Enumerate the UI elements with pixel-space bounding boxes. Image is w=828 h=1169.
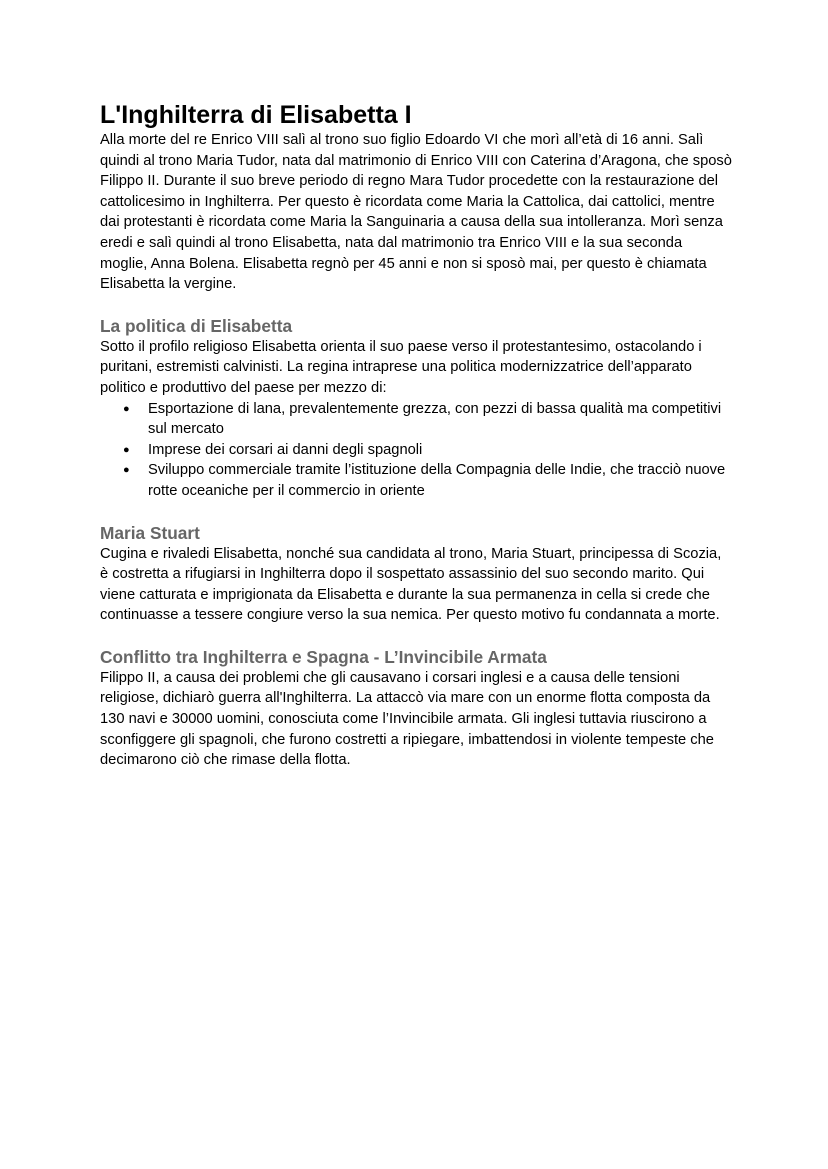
list-item [123,399,732,440]
section-heading-conflitto: Conflitto tra Inghilterra e Spagna - L’Invincibile Armata [100,646,547,667]
section-heading-politica: La politica di Elisabetta [100,315,293,336]
list-item-text: Sviluppo commerciale tramite l’istituzione della Compagnia delle Indie, che tracciò nuove rotte oceaniche per il commercio in oriente [148,462,726,499]
list-item [123,440,732,461]
bullet-icon: ● [123,443,130,456]
list-item-text: Imprese dei corsari ai danni degli spagnoli [148,441,423,458]
list-item-text: Esportazione di lana, prevalentemente grezza, con pezzi di bassa qualità ma competitivi sul mercato [148,400,722,438]
section-paragraph-maria-stuart: Cugina e rivaledi Elisabetta, nonché sua candidata al trono, Maria Stuart, principessa di Scozia, è costretta a rifugiarsi in Inghilterra dopo il sospettato assassinio del suo secondo marito. Qui viene catturata e imprigionata da Elisabetta e durante la sua permanenza in cella si crede che continuasse a tessere congiure verso la sua nemica. Per questo motivo fu condannata a morte. [100,545,722,624]
list-item [123,460,732,501]
bullet-icon: ● [123,402,130,415]
section-heading-maria-stuart: Maria Stuart [100,522,200,543]
document-title: L'Inghilterra di Elisabetta I [100,101,412,129]
intro-paragraph: Alla morte del re Enrico VIII salì al trono suo figlio Edoardo VI che morì all’età di 16 anni. Salì quindi al trono Maria Tudor, nata dal matrimonio di Enrico VIII con Caterina d’Aragona, che sposò Filippo II. Durante il suo breve periodo di regno Mara Tudor procedette con la restaurazione del cattolicesimo in Inghilterra. Per questo è ricordata come Maria la Cattolica, dai cattolici, mentre dai protestanti è ricordata come Maria la Sanguinaria a causa della sua intolleranza. Morì senza eredi e salì quindi al trono Elisabetta, nata dal matrimonio tra Enrico VIII e la sua seconda moglie, Anna Bolena. Elisabetta regnò per 45 anni e non si sposò mai, per questo è chiamata Elisabetta la vergine. [100,132,732,293]
bullet-icon: ● [123,464,130,477]
bullet-list [100,399,732,502]
document-page [100,100,732,771]
section-paragraph-politica: Sotto il profilo religioso Elisabetta orienta il suo paese verso il protestantesimo, ostacolando i puritani, estremisti calvinisti. La regina intraprese una politica modernizzatrice dell’apparato politico e produttivo del paese per mezzo di: [100,338,702,396]
section-paragraph-conflitto: Filippo II, a causa dei problemi che gli causavano i corsari inglesi e a causa delle tensioni religiose, dichiarò guerra all'Inghilterra. La attaccò via mare con un enorme flotta composta da 130 navi e 30000 uomini, conosciuta come l’Invincibile armata. Gli inglesi tuttavia riuscirono a sconfiggere gli spagnoli, che furono costretti a ripiegare, imbattendosi in violente tempeste che decimarono ciò che rimase della flotta. [100,669,714,769]
